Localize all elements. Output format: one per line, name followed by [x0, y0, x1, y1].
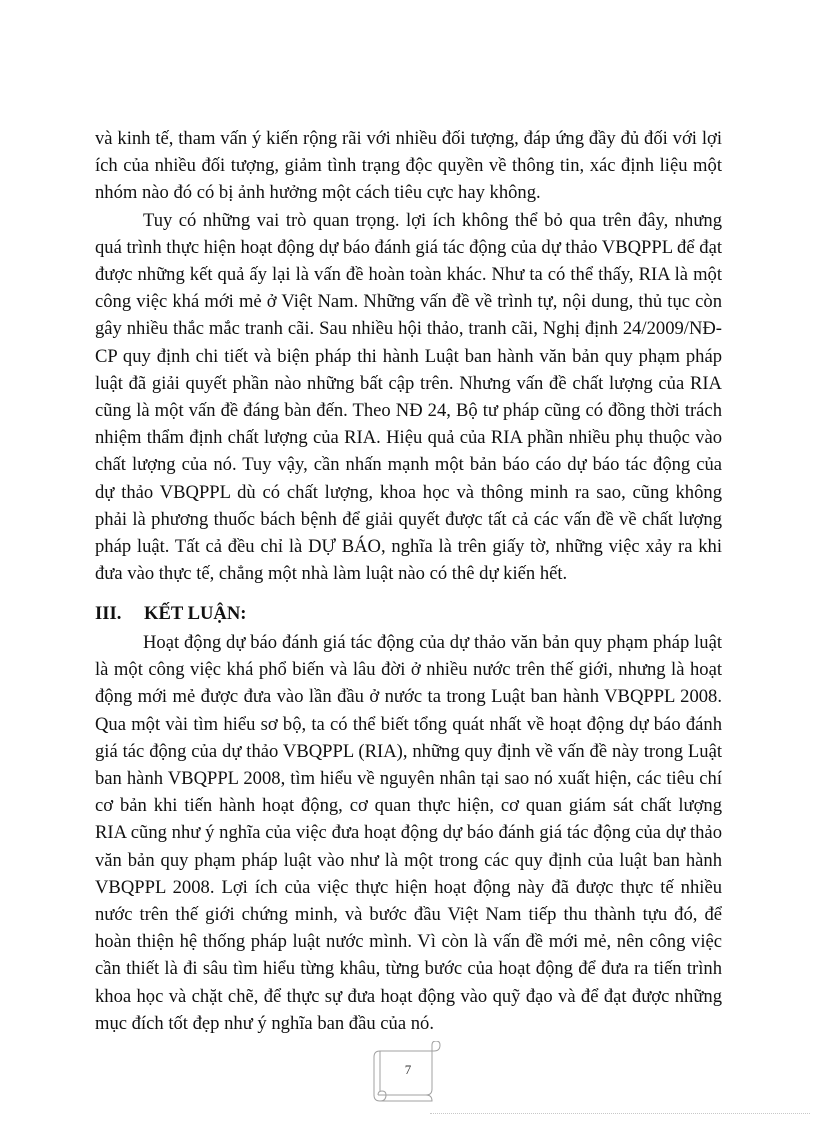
intro-text-block [95, 125, 722, 587]
paragraph-conclusion: Hoạt động dự báo đánh giá tác động của dự thảo văn bản quy phạm pháp luật là một công việc khá phổ biến và lâu đời ở nhiều nước trên thế giới, nhưng là hoạt động mới mẻ được đưa vào lần đầu ở nước ta trong Luật ban hành VBQPPL 2008. Qua một vài tìm hiểu sơ bộ, ta có thể biết tổng quát nhất về hoạt động dự báo đánh giá tác động của dự thảo VBQPPL (RIA), những quy định về vấn đề này trong Luật ban hành VBQPPL 2008, tìm hiểu về nguyên nhân tại sao nó xuất hiện, các tiêu chí cơ bản khi tiến hành hoạt động, cơ quan thực hiện, cơ quan giám sát chất lượng RIA cũng như ý nghĩa của việc đưa hoạt động dự báo đánh giá tác động của dự thảo văn bản quy phạm pháp luật vào như là một trong các quy định của luật ban hành VBQPPL 2008. Lợi ích của việc thực hiện hoạt động này đã được thực tế nhiều nước trên thế giới chứng minh, và bước đầu Việt Nam tiếp thu thành tựu đó, để hoàn thiện hệ thống pháp luật nước mình. Vì còn là vấn đề mới mẻ, nên công việc cần thiết là đi sâu tìm hiểu từng khâu, từng bước của hoạt động để đưa ra tiến trình khoa học và chặt chẽ, để thực sự đưa hoạt động vào quỹ đạo và để đạt được những mục đích tốt đẹp như ý nghĩa ban đầu của nó. [95, 632, 722, 1034]
section-heading [95, 600, 246, 627]
section-title: KẾT LUẬN: [144, 603, 247, 624]
conclusion-text-block [95, 629, 722, 1037]
section-number: III. [95, 603, 122, 624]
paragraph-ria-challenges: Tuy có những vai trò quan trọng. lợi ích không thể bỏ qua trên đây, nhưng quá trình thực hiện hoạt động dự báo đánh giá tác động của dự thảo VBQPPL để đạt được những kết quả ấy lại là vấn đề hoàn toàn khác. Như ta có thể thấy, RIA là một công việc khá mới mẻ ở Việt Nam. Những vấn đề về trình tự, nội dung, thủ tục còn gây nhiều thắc mắc tranh cãi. Sau nhiều hội thảo, tranh cãi, Nghị định 24/2009/NĐ-CP quy định chi tiết và biện pháp thi hành Luật ban hành văn bản quy phạm pháp luật đã giải quyết phần nào những bất cập trên. Nhưng vấn đề chất lượng của RIA cũng là một vấn đề đáng bàn đến. Theo NĐ 24, Bộ tư pháp cũng có đồng thời trách nhiệm thẩm định chất lượng của RIA. Hiệu quả của RIA phần nhiều phụ thuộc vào chất lượng của nó. Tuy vậy, cần nhấn mạnh một bản báo cáo dự báo tác động của dự thảo VBQPPL dù có chất lượng, khoa học và thông minh ra sao, cũng không phải là phương thuốc bách bệnh để giải quyết được tất cả các vấn đề về chất lượng pháp luật. Tất cả đều chỉ là DỰ BÁO, nghĩa là trên giấy tờ, những việc xảy ra khi đưa vào thực tế, chẳng một nhà làm luật nào có thê dự kiến hết. [95, 209, 722, 585]
page-number: 7 [404, 1062, 412, 1077]
footer-divider [430, 1113, 810, 1114]
paragraph-continuation: và kinh tế, tham vấn ý kiến rộng rãi với nhiều đối tượng, đáp ứng đầy đủ đối với lợi ích của nhiều đối tượng, giảm tình trạng độc quyền về thông tin, xác định liệu một nhóm nào đó có bị ảnh hưởng một cách tiêu cực hay không. [95, 128, 722, 204]
